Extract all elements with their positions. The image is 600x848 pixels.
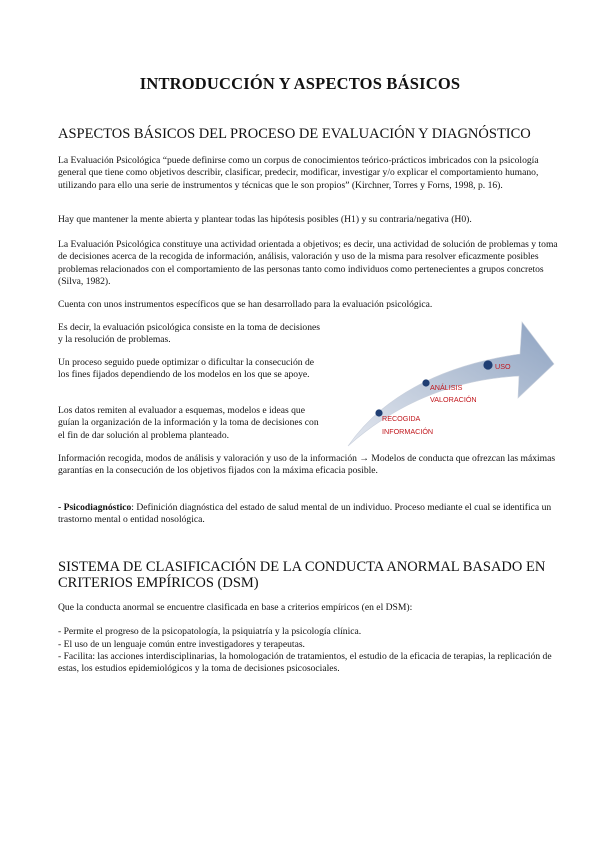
bullet-progreso: - Permite el progreso de la psicopatología, la psiquiatría y la psicología clínica. [58, 626, 362, 637]
paragraph-data: Los datos remiten al evaluador a esquemas, modelos e ideas que guían la organización de la información y la toma de decisiones con el fin de dar solución al problema planteado. [58, 405, 319, 441]
section-heading-dsm-line1: SISTEMA DE CLASIFICACIÓN DE LA CONDUCTA ANORMAL BASADO EN [58, 559, 546, 575]
section-heading-dsm [58, 559, 558, 591]
paragraph-process: Un proceso seguido puede optimizar o dificultar la consecución de los fines fijados dependiendo de los modelos en los que se apoye. [58, 357, 315, 381]
analisis-dot [422, 379, 429, 386]
paragraph-decisions: Es decir, la evaluación psicológica consiste en la toma de decisiones y la resolución de problemas. [58, 322, 321, 346]
label-uso: USO [495, 362, 511, 371]
page-title: INTRODUCCIÓN Y ASPECTOS BÁSICOS [139, 74, 461, 93]
label-valoracion: VALORACIÓN [430, 395, 477, 404]
section-heading-aspectos: ASPECTOS BÁSICOS DEL PROCESO DE EVALUACIÓN Y DIAGNÓSTICO [58, 126, 531, 142]
paragraph-dsm-intro: Que la conducta anormal se encuentre clasificada en base a criterios empíricos (en el DSM): [58, 602, 413, 613]
evaluation-process-arrow-diagram [340, 318, 560, 458]
paragraph-instruments: Cuenta con unos instrumentos específicos que se han desarrollado para la evaluación psicológica. [58, 299, 433, 310]
definition-psicodiagnostico: : Definición diagnóstica del estado de salud mental de un individuo. Proceso mediante el cual se identifica un trastorno mental o entidad nosológica. [58, 502, 552, 526]
label-analisis: ANÁLISIS [430, 383, 463, 392]
bullet-lenguaje: - El uso de un lenguaje común entre investigadores y terapeutas. [58, 639, 305, 650]
paragraph-psicodiagnostico [58, 502, 558, 527]
paragraph-information-models: Información recogida, modos de análisis y valoración y uso de la información → Modelos de conducta que ofrezcan las máximas garantías en la consecución de los objetivos fijados con la máxima eficacia posible. [58, 453, 556, 477]
term-psicodiagnostico: - Psicodiagnóstico [58, 502, 132, 513]
paragraph-definition: La Evaluación Psicológica “puede definirse como un corpus de conocimientos teórico-prácticos imbricados con la psicología general que tiene como objetivos describir, clasificar, predecir, modificar, investigar y/o explicar el comportamiento humano, utilizando para ello una serie de instrumentos y técnicas que le son propios” (Kirchner, Torres y Forns, 1998, p. 16). [58, 155, 539, 191]
section-heading-dsm-line2: CRITERIOS EMPÍRICOS (DSM) [58, 575, 259, 591]
label-informacion: INFORMACIÓN [382, 427, 434, 436]
uso-dot [483, 360, 492, 369]
paragraph-objectives: La Evaluación Psicológica constituye una actividad orientada a objetivos; es decir, una actividad de solución de problemas y toma de decisiones acerca de la recogida de información, análisis, valoración y uso de la misma para resolver eficazmente posibles problemas relacionados con el comportamiento de las personas tanto como individuos como pertenecientes a grupos concretos (Silva, 1982). [58, 239, 558, 288]
paragraph-hypotheses: Hay que mantener la mente abierta y plantear todas las hipótesis posibles (H1) y su contraria/negativa (H0). [58, 214, 472, 225]
bullet-facilita: - Facilita: las acciones interdisciplinarias, la homologación de tratamientos, el estudio de la eficacia de terapias, la replicación de estas, los estudios epidemiológicos y la toma de decisiones psicosociales. [58, 651, 552, 675]
label-recogida: RECOGIDA [382, 414, 421, 423]
